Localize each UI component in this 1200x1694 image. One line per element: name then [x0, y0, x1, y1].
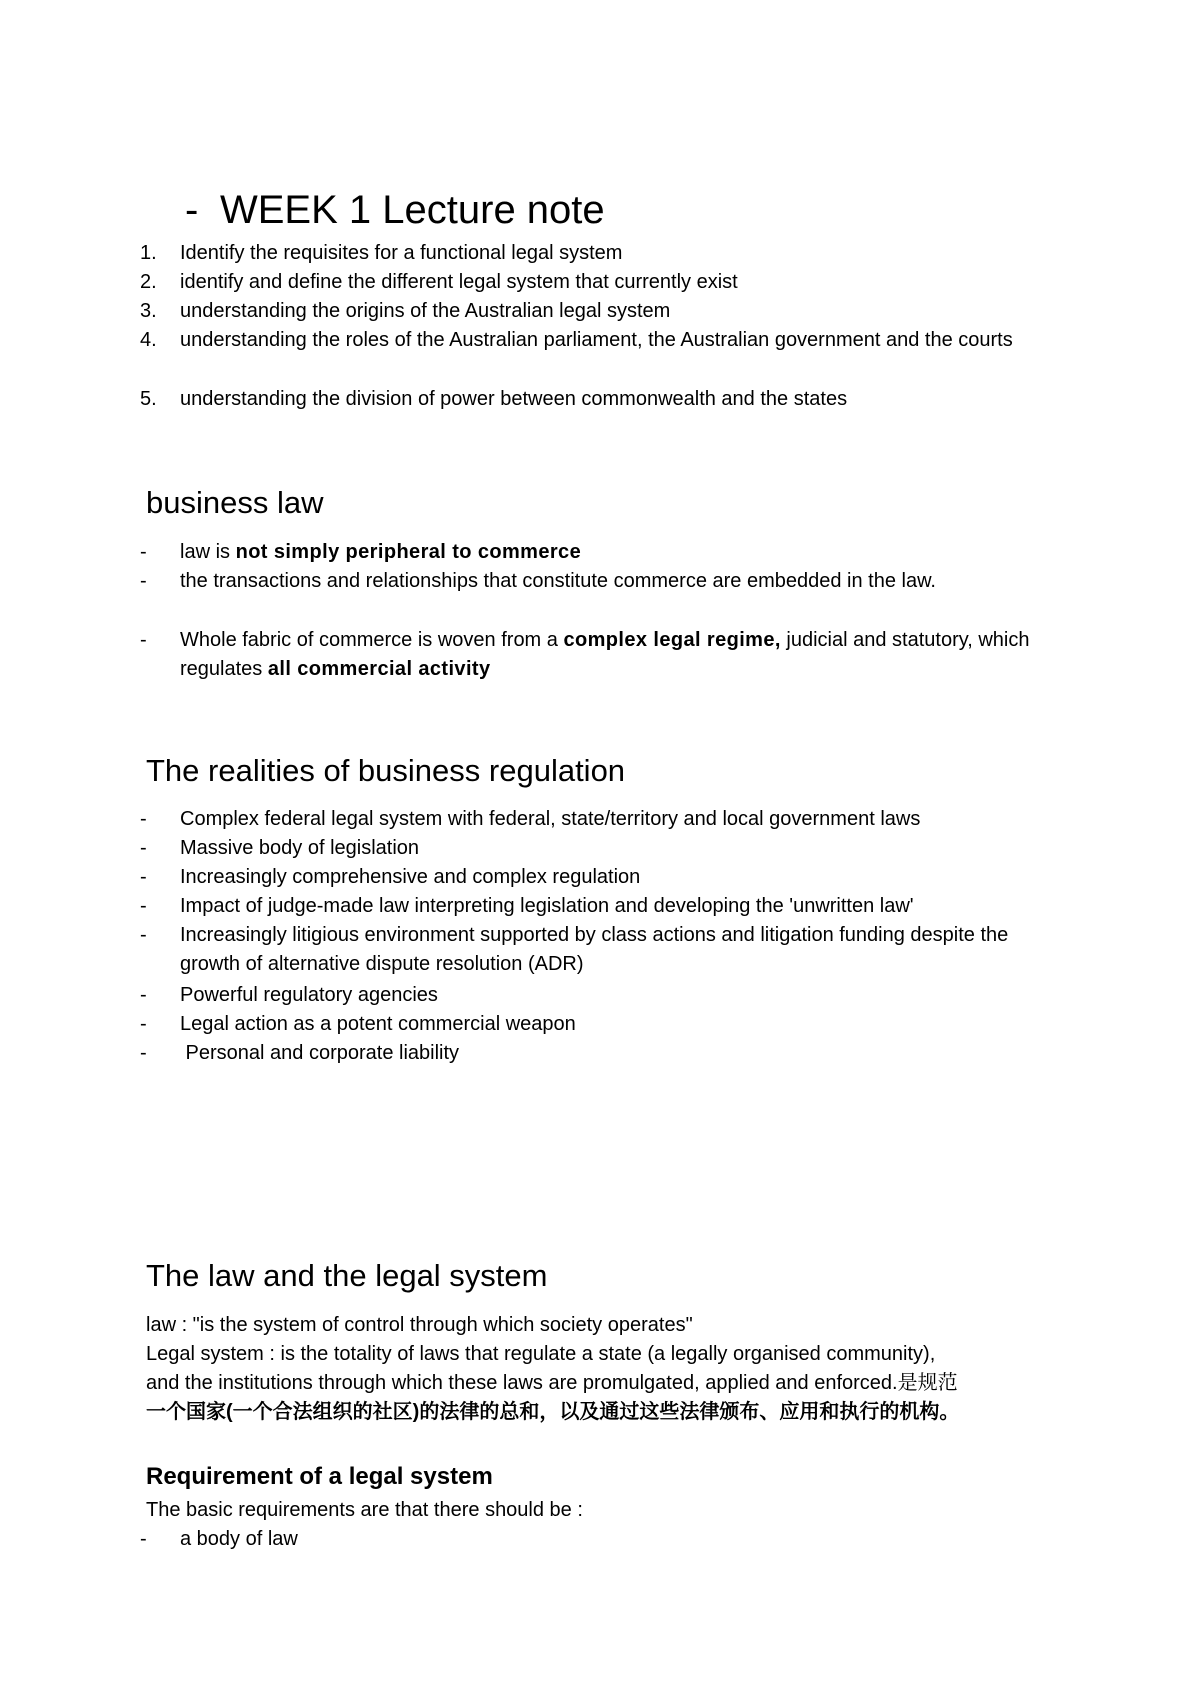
- list-item: - Legal action as a potent commercial weapon: [140, 1013, 576, 1035]
- legal-system-definition-line-3: 一个国家(一个合法组织的社区)的法律的总和，以及通过这些法律颁布、应用和执行的机构。: [146, 1401, 960, 1423]
- list-item: - Increasingly litigious environment supported by class actions and litigation funding despite the growth of alternative dispute resolution (ADR): [140, 924, 1009, 975]
- list-item: - Massive body of legislation: [140, 837, 420, 859]
- subsection-heading-requirement: Requirement of a legal system: [146, 1463, 493, 1490]
- list-item: - law is not simply peripheral to commerce: [140, 541, 582, 563]
- requirement-intro: The basic requirements are that there should be :: [146, 1499, 583, 1521]
- legal-system-definitions: [146, 1311, 1066, 1427]
- list-item: - Increasingly comprehensive and complex regulation: [140, 866, 641, 888]
- list-item: 1. Identify the requisites for a functional legal system: [140, 242, 623, 264]
- list-item: - Impact of judge-made law interpreting legislation and developing the 'unwritten law': [140, 895, 914, 917]
- list-item: - a body of law: [140, 1528, 298, 1550]
- section-heading-realities: The realities of business regulation: [146, 753, 626, 788]
- list-item: - the transactions and relationships that constitute commerce are embedded in the law.: [140, 570, 936, 592]
- title-dash: -: [185, 188, 199, 232]
- list-item: - Complex federal legal system with federal, state/territory and local government laws: [140, 808, 921, 830]
- list-item: 5. understanding the division of power between commonwealth and the states: [140, 388, 848, 410]
- page-title: WEEK 1 Lecture note: [220, 188, 605, 232]
- list-item: - Personal and corporate liability: [140, 1042, 460, 1064]
- list-item: - Powerful regulatory agencies: [140, 984, 438, 1006]
- list-item: 2. identify and define the different legal system that currently exist: [140, 271, 738, 293]
- legal-system-definition-line-1: Legal system : is the totality of laws that regulate a state (a legally organised community),: [146, 1343, 936, 1365]
- law-definition: law : "is the system of control through which society operates": [146, 1314, 693, 1336]
- section-heading-legal-system: The law and the legal system: [146, 1258, 548, 1293]
- section-heading-business-law: business law: [146, 485, 324, 520]
- list-item: 4. understanding the roles of the Australian parliament, the Australian government and the courts: [140, 329, 1013, 351]
- legal-system-definition-line-2: and the institutions through which these laws are promulgated, applied and enforced.是规范: [146, 1372, 958, 1394]
- list-item: 3. understanding the origins of the Australian legal system: [140, 300, 671, 322]
- list-item: - Whole fabric of commerce is woven from a complex legal regime, judicial and statutory, which regulates all commercial activity: [140, 629, 1030, 680]
